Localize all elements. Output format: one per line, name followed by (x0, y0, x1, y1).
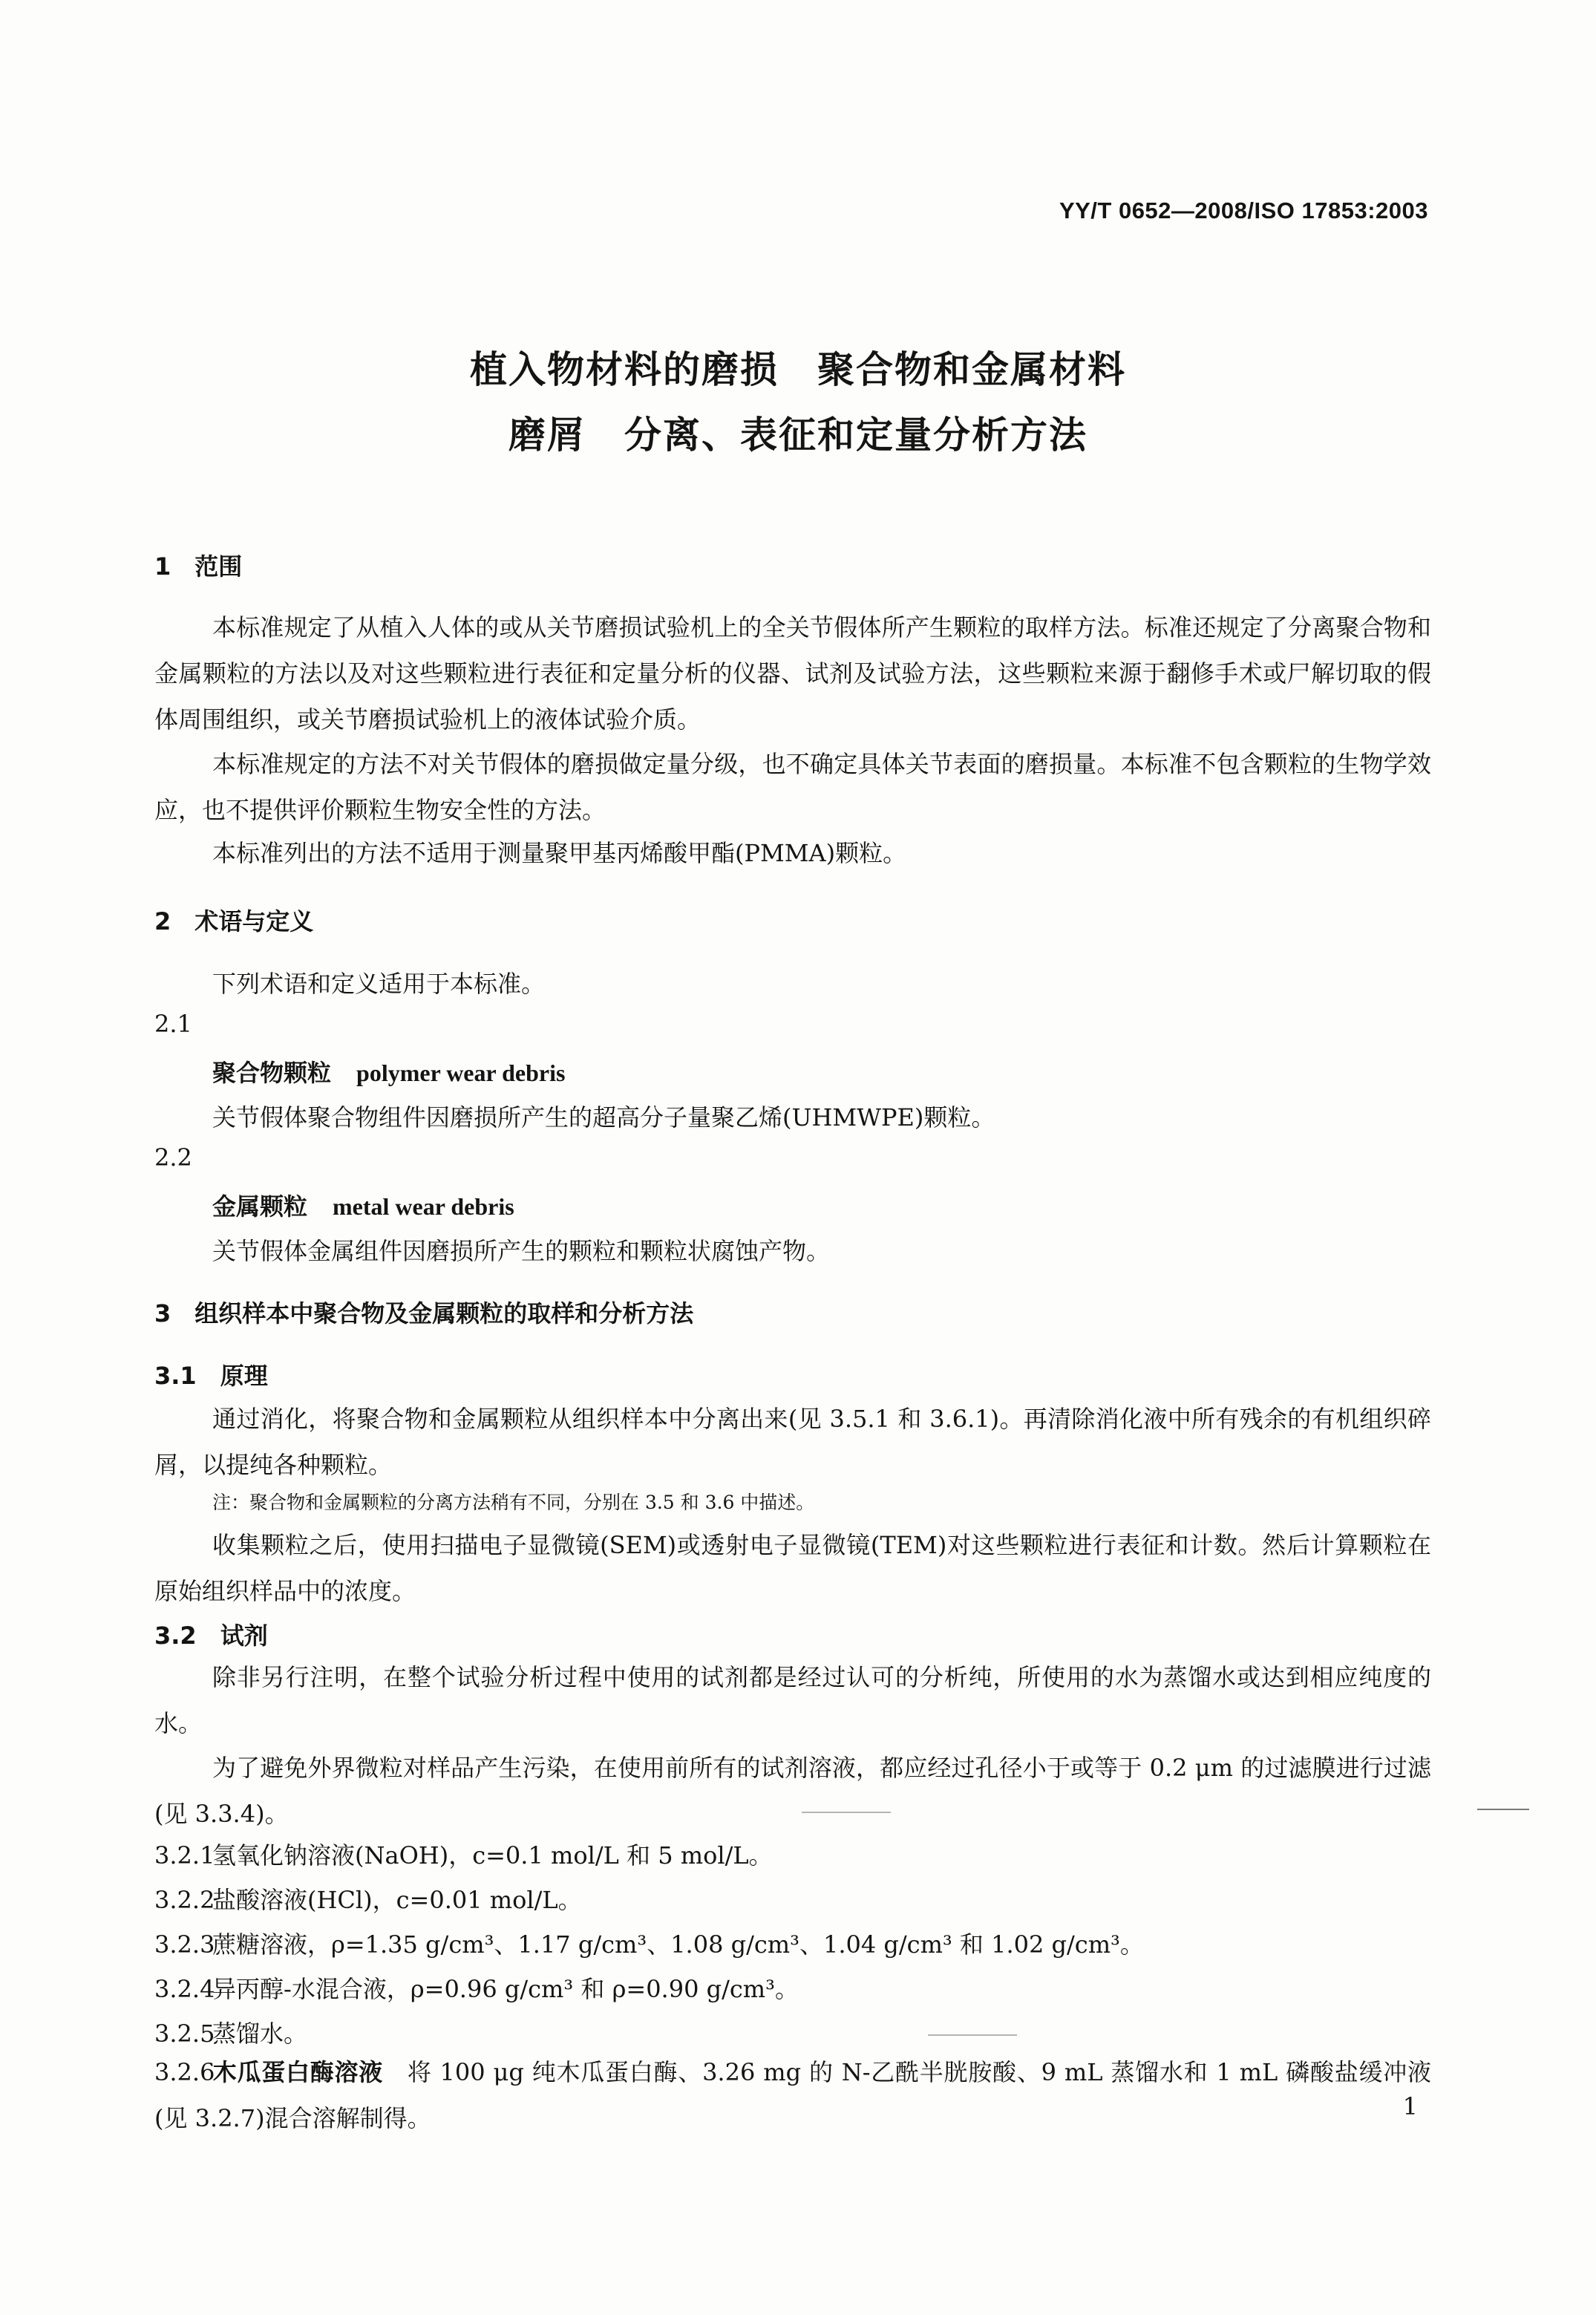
reagent-item (154, 2015, 307, 2049)
scan-speck (928, 2034, 1017, 2036)
page-number: 1 (1402, 2092, 1418, 2120)
standard-code: YY/T 0652—2008/ISO 17853:2003 (1059, 197, 1428, 223)
term-2-2-definition: 关节假体金属组件因磨损所产生的颗粒和颗粒状腐蚀产物。 (212, 1237, 831, 1265)
reagent-item-text: 异丙醇-水混合液，ρ=0.96 g/cm³ 和 ρ=0.90 g/cm³。 (212, 1975, 799, 2003)
terms-intro: 下列术语和定义适用于本标准。 (212, 970, 546, 998)
reagent-item-text: 盐酸溶液(HCl)，c=0.01 mol/L。 (212, 1886, 582, 1914)
section-3-1-paragraph-1: 通过消化，将聚合物和金属颗粒从组织样本中分离出来(见 3.5.1 和 3.6.1)。再清除消化液中所有残余的有机组织碎屑，以提纯各种颗粒。 (154, 1405, 1431, 1479)
section-3-heading: 3 组织样本中聚合物及金属颗粒的取样和分析方法 (154, 1299, 694, 1328)
term-2-1-en: polymer wear debris (356, 1059, 566, 1086)
scan-speck (1477, 1809, 1529, 1810)
section-1-paragraph-1: 本标准规定了从植入人体的或从关节磨损试验机上的全关节假体所产生颗粒的取样方法。标准还规定了分离聚合物和金属颗粒的方法以及对这些颗粒进行表征和定量分析的仪器、试剂及试验方法，这些颗粒来源于翻修手术或尸解切取的假体周围组织，或关节磨损试验机上的液体试验介质。 (154, 613, 1431, 734)
reagent-item-number: 3.2.6 (154, 2058, 215, 2086)
term-2-2-en: metal wear debris (333, 1193, 514, 1220)
reagent-item-text: 将 100 μg 纯木瓜蛋白酶、3.26 mg 的 N-乙酰半胱胺酸、9 mL 蒸馏水和 1 mL 磷酸盐缓冲液(见 3.2.7)混合溶解制得。 (154, 2058, 1431, 2132)
section-1-paragraph-2: 本标准规定的方法不对关节假体的磨损做定量分级，也不确定具体关节表面的磨损量。本标准不包含颗粒的生物学效应，也不提供评价颗粒生物安全性的方法。 (154, 750, 1431, 824)
scan-speck (802, 1812, 891, 1813)
term-2-2 (212, 1188, 514, 1222)
term-2-1-cn: 聚合物颗粒 (212, 1059, 332, 1087)
section-3-1-paragraph-2: 收集颗粒之后，使用扫描电子显微镜(SEM)或透射电子显微镜(TEM)对这些颗粒进行表征和计数。然后计算颗粒在原始组织样品中的浓度。 (154, 1531, 1431, 1605)
reagent-item-number: 3.2.1 (154, 1841, 215, 1870)
reagent-item-number: 3.2.4 (154, 1975, 215, 2003)
section-3-1-note: 注：聚合物和金属颗粒的分离方法稍有不同，分别在 3.5 和 3.6 中描述。 (212, 1492, 815, 1513)
reagent-item-text: 氢氧化钠溶液(NaOH)，c=0.1 mol/L 和 5 mol/L。 (212, 1841, 773, 1870)
reagent-item (154, 1837, 773, 1871)
reagent-item (154, 1926, 1144, 1960)
reagent-item (154, 1970, 799, 2005)
section-3-1-heading: 3.1 原理 (154, 1362, 268, 1390)
reagent-item-text: 蔗糖溶液，ρ=1.35 g/cm³、1.17 g/cm³、1.08 g/cm³、1.04 g/cm³ 和 1.02 g/cm³。 (212, 1930, 1144, 1959)
section-3-2-heading: 3.2 试剂 (154, 1622, 268, 1650)
title-line-2: 磨屑 分离、表征和定量分析方法 (508, 414, 1088, 457)
reagent-item-3-2-6 (154, 2049, 1431, 2141)
term-2-1-definition: 关节假体聚合物组件因磨损所产生的超高分子量聚乙烯(UHMWPE)颗粒。 (212, 1103, 995, 1132)
term-2-2-number: 2.2 (154, 1143, 192, 1172)
section-3-2-paragraph-2: 为了避免外界微粒对样品产生污染，在使用前所有的试剂溶液，都应经过孔径小于或等于 0.2 μm 的过滤膜进行过滤(见 3.3.4)。 (154, 1754, 1431, 1828)
section-1-paragraph-3: 本标准列出的方法不适用于测量聚甲基丙烯酸甲酯(PMMA)颗粒。 (212, 839, 907, 867)
title-line-1: 植入物材料的磨损 聚合物和金属材料 (470, 348, 1126, 391)
reagent-item-name: 木瓜蛋白酶溶液 (212, 2058, 384, 2086)
reagent-item-text: 蒸馏水。 (212, 2019, 308, 2048)
section-3-2-paragraph-1: 除非另行注明，在整个试验分析过程中使用的试剂都是经过认可的分析纯，所使用的水为蒸馏水或达到相应纯度的水。 (154, 1663, 1431, 1737)
term-2-2-cn: 金属颗粒 (212, 1192, 308, 1221)
section-2-heading: 2 术语与定义 (154, 907, 314, 936)
reagent-item-number: 3.2.3 (154, 1930, 215, 1959)
reagent-item (154, 1881, 582, 1916)
term-2-1 (212, 1054, 565, 1088)
term-2-1-number: 2.1 (154, 1010, 192, 1038)
reagent-item-number: 3.2.2 (154, 1886, 215, 1914)
reagent-item-number: 3.2.5 (154, 2019, 215, 2048)
section-1-heading: 1 范围 (154, 552, 243, 581)
